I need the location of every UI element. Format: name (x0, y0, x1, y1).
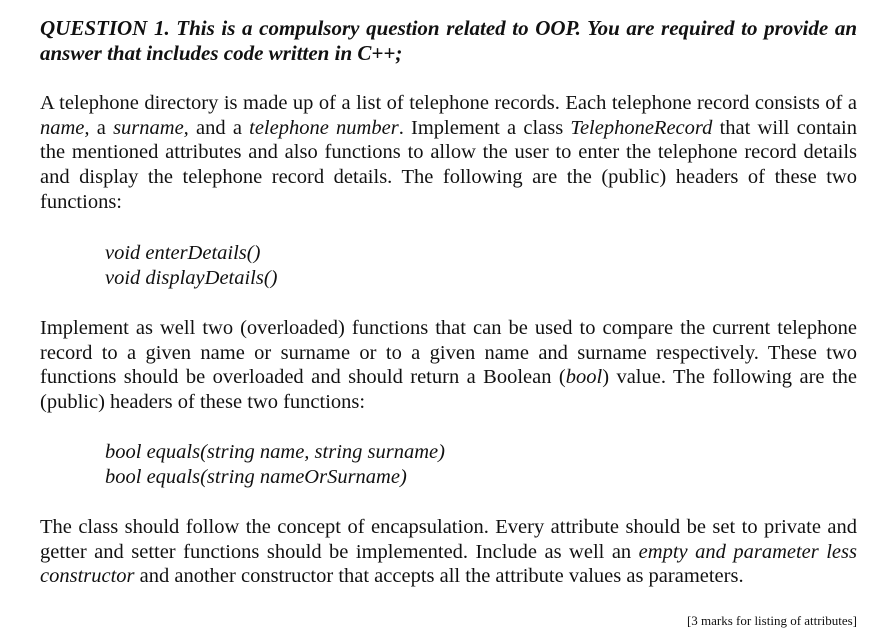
question-heading: QUESTION 1. This is a compulsory question related to OOP. You are required to provide an answer that includes code written in C++; (40, 16, 857, 65)
code-block-equals-functions (105, 440, 445, 489)
para1-telephone-number-term: telephone number (249, 116, 399, 139)
paragraph-encapsulation (40, 515, 857, 589)
para2-text-2: ) value. The following are the (public) headers of these two functions: (40, 366, 857, 414)
code-line-equals-name-or-surname: bool equals(string nameOrSurname) (105, 465, 407, 488)
code-line-enter-details: void enterDetails() (105, 242, 261, 264)
para1-text-1: A telephone directory is made up of a list of telephone records. Each telephone record consists of a (40, 92, 857, 114)
para3-text-2: and another constructor that accepts all the attribute values as parameters. (134, 565, 744, 588)
code-line-display-details: void displayDetails() (105, 266, 278, 289)
para1-text-4: . Implement a class (398, 116, 571, 139)
para3-text-1: The class should follow the concept of encapsulation. Every attribute should be set to private and getter and setter functions should be implemented. Include as well an (40, 516, 857, 563)
para2-text-1: Implement as well two (overloaded) functions that can be used to compare the current telephone record to a given name or surname or to a given name and surname respectively. These two functions should be overloaded and should return a Boolean ( (40, 317, 857, 389)
para1-surname-term: surname, (113, 116, 189, 139)
para3-constructor-term: empty and parameter less constructor (40, 540, 857, 588)
para2-bool-term: bool (565, 366, 603, 389)
para1-class-name: TelephoneRecord (570, 116, 713, 139)
code-block-details-functions (105, 241, 278, 290)
code-line-equals-name-surname: bool equals(string name, string surname) (105, 441, 445, 463)
para1-text-3: and a (188, 116, 250, 139)
para1-text-2: a (89, 116, 114, 139)
paragraph-overloaded-functions (40, 316, 857, 415)
para1-text-5: that will contain the mentioned attributes and also functions to allow the user to enter the telephone record details and display the telephone record details. The following are the (public) headers of these two functions: (40, 116, 857, 213)
para1-name-term: name, (40, 116, 90, 139)
paragraph-telephone-directory (40, 91, 857, 215)
marks-note: [3 marks for listing of attributes] (686, 613, 857, 628)
